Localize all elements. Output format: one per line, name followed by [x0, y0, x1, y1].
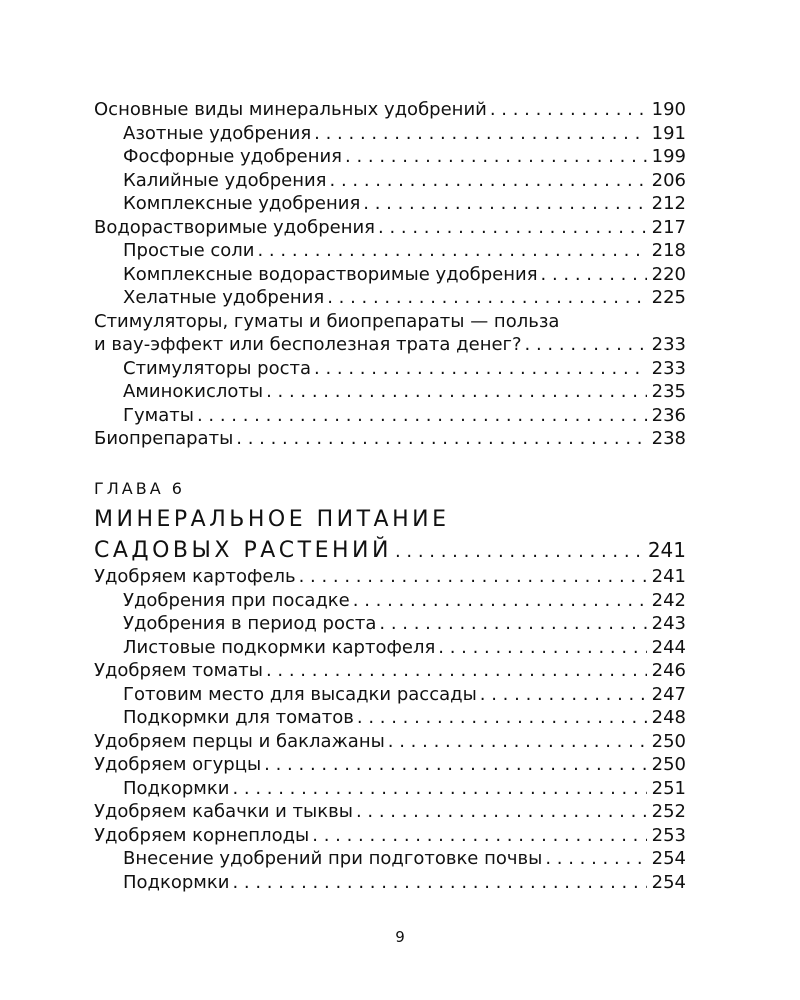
- toc-entry: [94, 380, 686, 404]
- chapter-title-text: МИНЕРАЛЬНОЕ ПИТАНИЕ: [94, 507, 450, 532]
- toc-entry: [94, 612, 686, 636]
- toc-entry: [94, 706, 686, 730]
- leader-dots: [525, 333, 647, 357]
- toc-entry-page: 218: [651, 240, 686, 261]
- page-number: 9: [395, 928, 405, 946]
- toc-entry: [94, 286, 686, 310]
- toc-section-top: [94, 98, 686, 451]
- leader-dots: [490, 98, 647, 122]
- toc-entry: [94, 659, 686, 683]
- toc-entry-page: 217: [651, 216, 686, 238]
- leader-dots: [257, 239, 647, 263]
- toc-entry: [94, 145, 686, 169]
- toc-entry-page: 220: [651, 263, 686, 285]
- toc-entry-title: Комплексные удобрения: [123, 193, 361, 214]
- leader-dots: [395, 536, 645, 567]
- toc-entry-title: Удобряем томаты: [94, 660, 263, 681]
- toc-entry-page: 254: [651, 848, 686, 869]
- toc-entry: [94, 565, 686, 589]
- toc-entry-title: Внесение удобрений при подготовке почвы: [123, 848, 543, 869]
- toc-entry-page: 254: [651, 871, 686, 893]
- toc-entry: [94, 753, 686, 777]
- toc-entry-title: Азотные удобрения: [123, 122, 312, 144]
- leader-dots: [264, 753, 647, 777]
- toc-entry: [94, 636, 686, 660]
- toc-entry-title: Листовые подкормки картофеля: [123, 636, 436, 658]
- toc-entry-page: 236: [651, 404, 686, 426]
- toc-entry-multiline-first: [94, 310, 686, 334]
- leader-dots: [356, 800, 647, 824]
- leader-dots: [314, 357, 647, 381]
- leader-dots: [357, 706, 647, 730]
- toc-entry: [94, 683, 686, 707]
- toc-entry-page: 253: [651, 824, 686, 846]
- leader-dots: [314, 122, 647, 146]
- toc-entry: [94, 98, 686, 122]
- toc-entry-title: Гуматы: [123, 404, 194, 426]
- leader-dots: [345, 145, 647, 169]
- toc-entry-page: 190: [651, 99, 686, 120]
- chapter-title-line: [94, 535, 686, 566]
- leader-dots: [232, 871, 647, 895]
- toc-entry: [94, 192, 686, 216]
- toc-entry-page: 247: [651, 683, 686, 705]
- toc-entry-title: Простые соли: [123, 240, 255, 261]
- toc-entry-title: Удобрения в период роста: [123, 613, 377, 634]
- leader-dots: [330, 169, 648, 193]
- toc-entry-title: Удобряем картофель: [94, 566, 296, 587]
- leader-dots: [541, 263, 647, 287]
- toc-entry-title: Удобряем огурцы: [94, 754, 262, 775]
- toc-entry-title: Аминокислоты: [123, 381, 264, 402]
- toc-entry-title: Подкормки: [123, 777, 230, 799]
- toc-entry-page: 250: [651, 754, 686, 775]
- toc-entry: [94, 357, 686, 381]
- chapter-title: [94, 504, 686, 566]
- toc-entry: [94, 239, 686, 263]
- toc-entry: [94, 730, 686, 754]
- toc-entry-page: 241: [651, 566, 686, 587]
- toc-entry-title: Водорастворимые удобрения: [94, 216, 375, 238]
- toc-entry-page: 244: [651, 636, 686, 658]
- toc-entry: [94, 871, 686, 895]
- toc-entry: [94, 589, 686, 613]
- chapter-label: ГЛАВА 6: [94, 479, 185, 498]
- toc-entry-title: Калийные удобрения: [123, 169, 327, 191]
- leader-dots: [363, 192, 647, 216]
- leader-dots: [545, 847, 647, 871]
- toc-entry-title: Удобряем корнеплоды: [94, 824, 310, 846]
- leader-dots: [266, 380, 647, 404]
- toc-entry-page: 233: [651, 334, 686, 355]
- leader-dots: [378, 216, 647, 240]
- toc-entry-title: Стимуляторы роста: [123, 357, 312, 379]
- toc-entry: [94, 122, 686, 146]
- leader-dots: [312, 824, 647, 848]
- toc-entry: [94, 777, 686, 801]
- toc-entry-page: 242: [651, 589, 686, 611]
- leader-dots: [232, 777, 647, 801]
- toc-entry-page: 199: [651, 146, 686, 167]
- toc-entry: [94, 169, 686, 193]
- leader-dots: [379, 612, 647, 636]
- toc-entry: [94, 427, 686, 451]
- leader-dots: [236, 427, 647, 451]
- toc-entry-title: Подкормки: [123, 871, 230, 893]
- leader-dots: [353, 589, 647, 613]
- toc-entry-title: Удобряем перцы и баклажаны: [94, 730, 385, 752]
- toc-entry-page: 225: [651, 287, 686, 308]
- toc-section-chapter: [94, 565, 686, 894]
- toc-entry-title: Комплексные водорастворимые удобрения: [123, 263, 538, 285]
- toc-entry-page: 246: [651, 660, 686, 681]
- toc-entry-page: 251: [651, 777, 686, 799]
- toc-entry-page: 206: [651, 169, 686, 191]
- chapter-title-text: САДОВЫХ РАСТЕНИЙ: [94, 538, 392, 563]
- toc-entry-title: Удобряем кабачки и тыквы: [94, 801, 353, 822]
- toc-entry-page: 233: [651, 357, 686, 379]
- toc-entry-page: 248: [651, 707, 686, 728]
- toc-entry: [94, 263, 686, 287]
- leader-dots: [480, 683, 647, 707]
- toc-entry-title: Биопрепараты: [94, 428, 234, 449]
- toc-entry-page: 191: [651, 122, 686, 144]
- toc-entry-title: Удобрения при посадке: [123, 589, 350, 611]
- leader-dots: [299, 565, 647, 589]
- toc-entry-page: 252: [651, 801, 686, 822]
- toc-entry-page: 238: [651, 428, 686, 449]
- leader-dots: [197, 404, 647, 428]
- leader-dots: [266, 659, 647, 683]
- toc-entry-title: Фосфорные удобрения: [123, 146, 343, 167]
- toc-entry: [94, 824, 686, 848]
- leader-dots: [388, 730, 647, 754]
- toc-entry: [94, 216, 686, 240]
- toc-entry-title: Хелатные удобрения: [123, 287, 325, 308]
- toc-entry: [94, 404, 686, 428]
- toc-entry: [94, 847, 686, 871]
- toc-entry-title: Подкормки для томатов: [123, 707, 354, 728]
- toc-entry-title: и вау-эффект или бесполезная трата денег?: [94, 334, 522, 355]
- toc-entry-title: Основные виды минеральных удобрений: [94, 99, 487, 120]
- toc-entry-page: 235: [651, 381, 686, 402]
- toc-entry-title: Готовим место для высадки рассады: [123, 683, 477, 705]
- leader-dots: [438, 636, 647, 660]
- toc-entry-multiline-second: [94, 333, 686, 357]
- toc-entry-title: Стимуляторы, гуматы и биопрепараты — польза: [94, 310, 560, 332]
- chapter-title-line: [94, 504, 686, 535]
- toc-entry-page: 243: [651, 613, 686, 634]
- toc-entry-page: 250: [651, 730, 686, 752]
- toc-entry-page: 212: [651, 193, 686, 214]
- toc-entry: [94, 800, 686, 824]
- leader-dots: [327, 286, 647, 310]
- chapter-page: 241: [647, 538, 686, 562]
